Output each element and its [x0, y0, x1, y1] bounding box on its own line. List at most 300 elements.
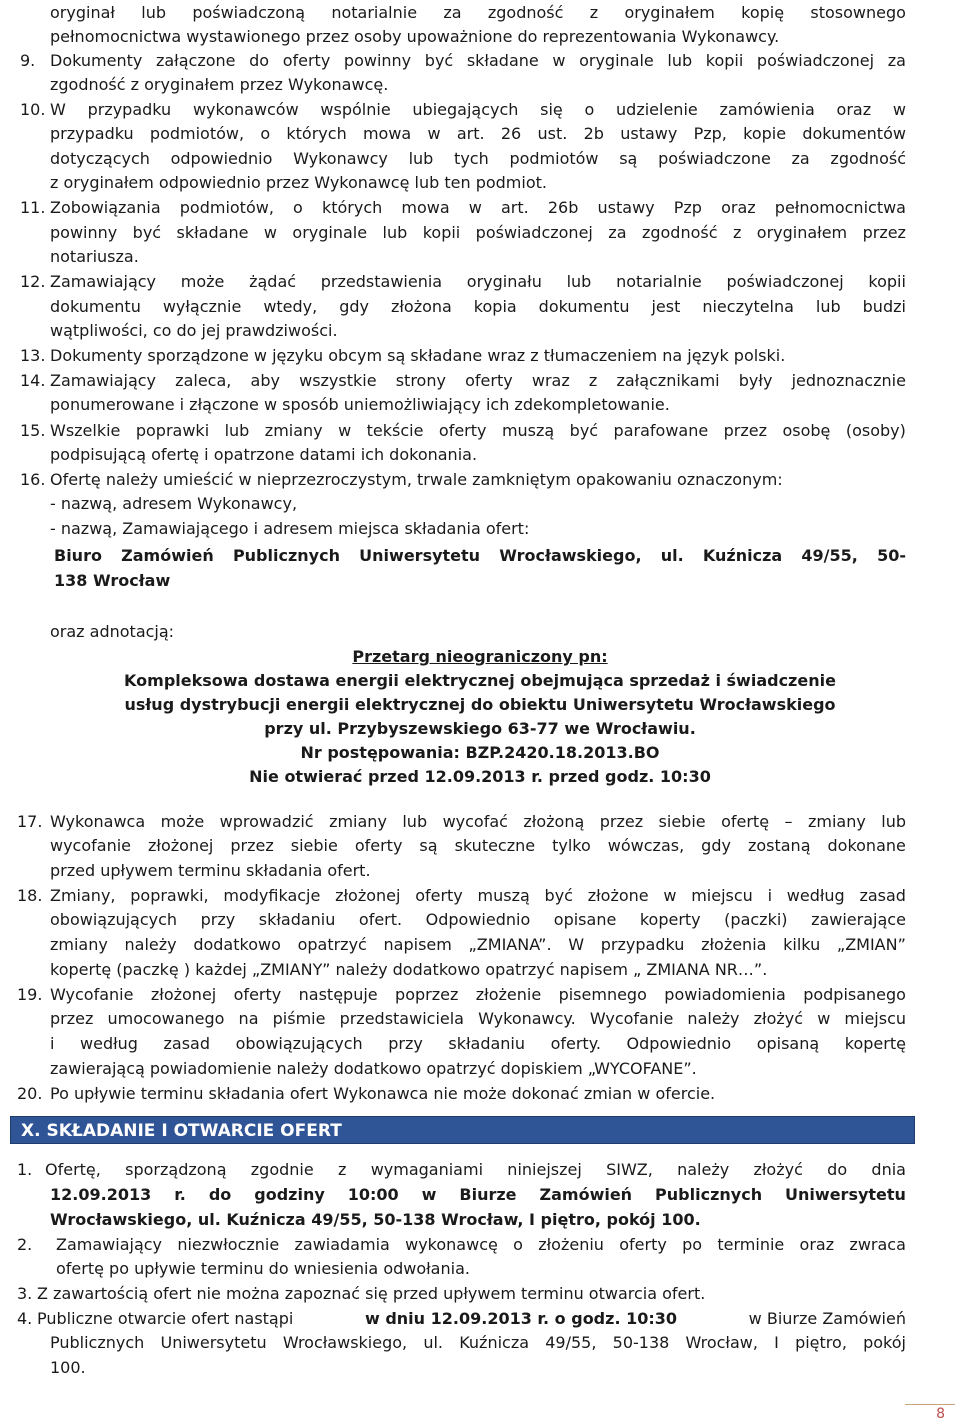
- word: kopia: [473, 297, 517, 316]
- word: opisane: [553, 910, 617, 929]
- word: załączone: [155, 51, 236, 70]
- text-line: [50, 270, 906, 294]
- word: zgodność: [641, 223, 718, 242]
- text-line: [50, 1032, 906, 1056]
- word: ubiegających: [412, 100, 519, 119]
- word: oraz: [836, 100, 872, 119]
- word: Wykonawcy.: [478, 1009, 576, 1028]
- word: należy: [687, 1009, 740, 1028]
- word: kopię: [741, 3, 785, 22]
- word: ul.: [660, 546, 684, 565]
- word: ustawy: [620, 124, 678, 143]
- word: przypadku: [50, 124, 134, 143]
- word: Kuźnicza: [702, 546, 783, 565]
- word: zmiany: [264, 421, 323, 440]
- word: poświadczonej: [475, 223, 593, 242]
- word: oryginałem: [756, 223, 848, 242]
- word: Zamówień: [121, 546, 214, 565]
- word: 49/55,: [801, 546, 858, 565]
- word: kilku: [783, 935, 821, 954]
- word: podmiotów,: [149, 124, 245, 143]
- word: oraz: [721, 198, 756, 217]
- text-line: [50, 810, 906, 834]
- text-line: Po upływie terminu składania ofert Wykonawca nie może dokonać zmian w ofercie.: [50, 1084, 716, 1103]
- text-line: z oryginałem odpowiednio przez Wykonawcę lub ten podmiot.: [50, 173, 547, 192]
- word: SIWZ,: [606, 1160, 653, 1179]
- word: w: [421, 1185, 437, 1204]
- word: do: [208, 1185, 232, 1204]
- word: zaleca,: [175, 371, 232, 390]
- word: (paczki): [724, 910, 788, 929]
- word: przez: [723, 421, 768, 440]
- text-line: pełnomocnictwa wystawionego przez osoby upoważnione do reprezentowania Wykonawcy.: [50, 27, 780, 46]
- word: Pzp: [673, 198, 702, 217]
- list-number: 18.: [17, 886, 43, 905]
- word: wraz: [531, 371, 570, 390]
- word: w: [338, 421, 352, 440]
- text-line: notariusza.: [50, 247, 139, 266]
- word: zawierające: [811, 910, 906, 929]
- word: Ofertę,: [45, 1160, 101, 1179]
- footer-rule: [905, 1404, 955, 1405]
- word: art.: [456, 124, 485, 143]
- text-line: Dokumenty sporządzone w języku obcym są składane wraz z tłumaczeniem na język polski.: [50, 346, 786, 365]
- word: być: [132, 223, 162, 242]
- word: W: [50, 100, 66, 119]
- word: wymaganiami: [370, 1160, 484, 1179]
- word: być: [424, 51, 454, 70]
- word: parafowane: [613, 421, 709, 440]
- word: według: [786, 886, 845, 905]
- text-line: [50, 933, 906, 957]
- word: art.: [501, 198, 529, 217]
- word: poprzez: [395, 985, 459, 1004]
- word: za: [887, 51, 906, 70]
- word: przedstawiciela: [339, 1009, 464, 1028]
- word: oferty: [619, 1235, 667, 1254]
- word: poświadczoną: [192, 3, 306, 22]
- word: o: [260, 124, 271, 143]
- word: obowiązujących: [50, 910, 178, 929]
- word: modyfikacje: [223, 886, 321, 905]
- word: pokój: [863, 1333, 906, 1352]
- word: składaniu: [448, 1034, 526, 1053]
- text-line: [37, 1307, 906, 1331]
- word: strony: [395, 371, 446, 390]
- list-number: 19.: [17, 985, 43, 1004]
- word: piętro,: [795, 1333, 847, 1352]
- word: ust.: [537, 124, 568, 143]
- word: Dokumenty: [50, 51, 143, 70]
- word: osobę: [782, 421, 831, 440]
- word: ul.: [423, 1333, 443, 1352]
- word: notarialnie: [331, 3, 418, 22]
- word: lub: [224, 421, 250, 440]
- word: 12.09.2013: [50, 1185, 152, 1204]
- word: 50-138: [612, 1333, 670, 1352]
- word: oferty.: [550, 1034, 601, 1053]
- word: może: [180, 272, 225, 291]
- word: tych: [454, 149, 489, 168]
- word: z: [588, 371, 598, 390]
- word: 26b: [547, 198, 579, 217]
- word: złożonej: [335, 886, 401, 905]
- text-line: [50, 1007, 906, 1031]
- word: Wycofanie: [50, 985, 134, 1004]
- word: nieczytelna: [702, 297, 794, 316]
- word: przez: [862, 223, 906, 242]
- word: napisem: [383, 935, 452, 954]
- word: koperty: [639, 910, 701, 929]
- word: zgodność: [830, 149, 906, 168]
- word: przez: [50, 1009, 94, 1028]
- word: załącznikami: [616, 371, 720, 390]
- text-line: [50, 49, 906, 73]
- word: Wykonawca: [50, 812, 146, 831]
- word: zostaną: [747, 836, 811, 855]
- text-line: [50, 419, 906, 443]
- word: w: [468, 198, 482, 217]
- word: muszą: [501, 421, 555, 440]
- word: złożonej: [150, 985, 217, 1004]
- word: przez: [230, 836, 274, 855]
- word: gdy: [339, 297, 369, 316]
- text-line: - nazwą, Zamawiającego i adresem miejsca składania ofert:: [50, 519, 530, 538]
- word: Zamawiający: [50, 272, 157, 291]
- word: w: [427, 124, 441, 143]
- word: w: [663, 886, 677, 905]
- word: powinny: [343, 51, 412, 70]
- word: oryginale: [579, 51, 654, 70]
- text-line: [50, 1, 906, 25]
- list-number: 1.: [17, 1160, 33, 1179]
- word: Zamówień: [539, 1185, 633, 1204]
- text-line: przed upływem terminu składania ofert.: [50, 861, 371, 880]
- word: o: [584, 100, 595, 119]
- text-line: wątpliwości, co do jej prawdziwości.: [50, 321, 338, 340]
- word: umocowanego: [107, 1009, 225, 1028]
- word: poświadczonej: [756, 51, 875, 70]
- word: dokonane: [827, 836, 906, 855]
- word: może: [160, 812, 205, 831]
- word: których: [286, 124, 347, 143]
- word: przy: [388, 1034, 423, 1053]
- word: podmiotów,: [179, 198, 274, 217]
- word: Wrocławskiego,: [282, 1333, 408, 1352]
- word: złożone: [587, 886, 649, 905]
- word: mowa: [401, 198, 450, 217]
- word: wykonawców: [192, 100, 299, 119]
- text-line: - nazwą, adresem Wykonawcy,: [50, 494, 298, 513]
- word: Pzp,: [693, 124, 727, 143]
- text-line: [50, 196, 906, 220]
- word: z: [732, 223, 742, 242]
- word: lub: [141, 3, 166, 22]
- word: należy: [677, 1160, 730, 1179]
- word: jest: [651, 297, 681, 316]
- text-line: [50, 122, 906, 146]
- word: poprawki: [135, 421, 210, 440]
- list-number: 20.: [17, 1084, 43, 1103]
- word: r.: [174, 1185, 186, 1204]
- word: miejscu: [691, 886, 753, 905]
- word: Wrocław,: [685, 1333, 758, 1352]
- word: skuteczne: [454, 836, 536, 855]
- word: lub: [408, 149, 434, 168]
- word: są: [619, 149, 638, 168]
- word: Odpowiednio: [425, 910, 531, 929]
- list-number: 15.: [20, 421, 46, 440]
- word: 10:00: [347, 1185, 399, 1204]
- list-number: 2.: [17, 1235, 33, 1254]
- word: oferty: [438, 421, 487, 440]
- word: Zamawiający: [56, 1235, 163, 1254]
- word: za: [791, 149, 810, 168]
- word: zasad: [163, 1034, 211, 1053]
- label-line: usług dystrybucji energii elektrycznej do obiektu Uniwersytetu Wrocławskiego: [124, 695, 836, 714]
- word: oraz: [799, 1235, 835, 1254]
- word: zamówienia: [719, 100, 815, 119]
- word: przez: [599, 812, 644, 831]
- address-line: 138 Wrocław: [54, 571, 171, 590]
- list-number: 10.: [20, 100, 46, 119]
- word: wprowadzić: [219, 812, 314, 831]
- word: „ZMIAN”: [836, 935, 906, 954]
- text-line: [50, 834, 906, 858]
- word: oferty: [465, 371, 513, 390]
- word: dokumentu: [538, 297, 630, 316]
- word: tylko: [552, 836, 591, 855]
- list-number: 13.: [20, 346, 46, 365]
- word: o: [513, 1235, 523, 1254]
- word: udzielenie: [616, 100, 698, 119]
- word: wyłącznie: [162, 297, 242, 316]
- word: Wszelkie: [50, 421, 121, 440]
- word: złożyć: [753, 1009, 804, 1028]
- word: z: [589, 3, 599, 22]
- word: złożyć: [753, 1160, 803, 1179]
- word: na: [238, 1009, 259, 1028]
- word: składaniu: [258, 910, 336, 929]
- word: zawiadamia: [294, 1235, 390, 1254]
- word: były: [738, 371, 773, 390]
- word: zmiany: [807, 812, 866, 831]
- word: opisaną: [756, 1034, 820, 1053]
- word: złożona: [390, 297, 452, 316]
- word: zgodnie: [250, 1160, 314, 1179]
- word: stosownego: [810, 3, 906, 22]
- word: przedstawienia: [320, 272, 443, 291]
- word: tekście: [366, 421, 424, 440]
- word: –: [784, 812, 793, 831]
- word: budzi: [862, 297, 906, 316]
- word: opatrzyć: [297, 935, 367, 954]
- word: godziny: [254, 1185, 325, 1204]
- word: się: [540, 100, 563, 119]
- word: oryginale: [292, 223, 368, 242]
- word: Wrocławskiego,: [499, 546, 642, 565]
- text-fragment: w Biurze Zamówień: [743, 1309, 906, 1328]
- word: w: [552, 51, 566, 70]
- word: należy: [124, 935, 177, 954]
- word: gdy: [701, 836, 731, 855]
- word: oferty: [233, 985, 282, 1004]
- label-line: Nie otwierać przed 12.09.2013 r. przed godz. 10:30: [249, 767, 711, 786]
- word: zmiany: [50, 935, 108, 954]
- text-line: [50, 1331, 906, 1355]
- word: mowa: [362, 124, 412, 143]
- word: Publicznych: [50, 1333, 145, 1352]
- word: Uniwersytetu: [785, 1185, 906, 1204]
- word: są: [419, 836, 438, 855]
- word: 2b: [583, 124, 604, 143]
- word: lub: [815, 297, 841, 316]
- word: obowiązujących: [235, 1034, 363, 1053]
- text-fragment-bold: w dniu 12.09.2013 r. o godz. 10:30: [364, 1309, 678, 1328]
- word: niezwłocznie: [177, 1235, 280, 1254]
- word: piśmie: [272, 1009, 326, 1028]
- text-fragment: Publiczne otwarcie ofert nastąpi: [37, 1309, 299, 1328]
- word: za: [608, 223, 627, 242]
- word: poświadczone: [658, 149, 771, 168]
- word: pełnomocnictwa: [774, 198, 906, 217]
- word: przypadku: [87, 100, 172, 119]
- word: Publicznych: [232, 546, 340, 565]
- label-line: Nr postępowania: BZP.2420.18.2013.BO: [300, 743, 660, 762]
- word: Biuro: [54, 546, 102, 565]
- word: zasad: [859, 886, 906, 905]
- word: według: [80, 1034, 138, 1053]
- word: podpisanego: [803, 985, 906, 1004]
- word: wycofanie: [50, 836, 132, 855]
- word: W: [568, 935, 585, 954]
- word: podmiotów: [509, 149, 599, 168]
- text-line: [50, 884, 906, 908]
- word: w: [817, 1009, 831, 1028]
- text-line: Wrocławskiego, ul. Kuźnicza 49/55, 50-138 Wrocław, I piętro, pokój 100.: [50, 1210, 701, 1229]
- word: Uniwersytetu: [359, 546, 481, 565]
- word: dokumentów: [802, 124, 906, 143]
- word: kopii: [422, 223, 461, 242]
- word: lub: [566, 272, 592, 291]
- word: kopie: [743, 124, 787, 143]
- list-number: 9.: [20, 51, 36, 70]
- word: oferty: [354, 836, 403, 855]
- word: do: [827, 1160, 848, 1179]
- word: przy: [200, 910, 236, 929]
- word: dodatkowo: [193, 935, 281, 954]
- word: wykonawcę: [405, 1235, 498, 1254]
- word: dokumentu: [50, 297, 141, 316]
- word: pisemnego: [558, 985, 647, 1004]
- word: być: [544, 886, 573, 905]
- word: i: [767, 886, 773, 905]
- word: wszystkie: [299, 371, 377, 390]
- word: „ZMIANA”.: [468, 935, 552, 954]
- word: złożenie: [475, 985, 542, 1004]
- text-line: ponumerowane i złączone w sposób uniemożliwiający ich zdekompletowanie.: [50, 395, 670, 414]
- word: przypadku: [600, 935, 685, 954]
- text-line: [56, 1233, 906, 1257]
- word: być: [569, 421, 599, 440]
- word: wspólnie: [320, 100, 391, 119]
- label-line: Kompleksowa dostawa energii elektrycznej obejmująca sprzedaż i świadczenie: [124, 671, 836, 690]
- word: niniejszej: [507, 1160, 582, 1179]
- word: Zamawiający: [50, 371, 157, 390]
- word: ofert.: [358, 910, 403, 929]
- word: po: [682, 1235, 703, 1254]
- word: kopii: [868, 272, 906, 291]
- word: zgodność: [487, 3, 564, 22]
- word: lub: [667, 51, 693, 70]
- word: ustawy: [597, 198, 655, 217]
- word: jednoznacznie: [791, 371, 906, 390]
- word: oryginału: [466, 272, 542, 291]
- text-line: kopertę (paczkę ) każdej „ZMIANY” należy dodatkowo opatrzyć napisem „ ZMIANA NR…”.: [50, 960, 768, 979]
- word: z: [338, 1160, 347, 1179]
- text-line: [45, 1158, 906, 1182]
- word: lub: [402, 812, 428, 831]
- text-line: [50, 369, 906, 393]
- text-line: [50, 295, 906, 319]
- word: zwraca: [849, 1235, 906, 1254]
- word: dnia: [871, 1160, 906, 1179]
- word: Wykonawcy: [293, 149, 388, 168]
- word: Uniwersytetu: [160, 1333, 267, 1352]
- word: złożenia: [701, 935, 767, 954]
- word: w: [892, 100, 906, 119]
- word: poświadczonej: [726, 272, 844, 291]
- word: I: [774, 1333, 779, 1352]
- list-number: 16.: [20, 470, 46, 489]
- word: Biurze: [459, 1185, 517, 1204]
- word: Wycofanie: [589, 1009, 674, 1028]
- word: żądać: [249, 272, 297, 291]
- text-line: Z zawartością ofert nie można zapoznać się przed upływem terminu otwarcia ofert.: [37, 1284, 706, 1303]
- word: oryginałem: [624, 3, 715, 22]
- word: oferty: [282, 51, 331, 70]
- word: oferty: [415, 886, 463, 905]
- word: do: [249, 51, 270, 70]
- word: Publicznych: [655, 1185, 763, 1204]
- word: odpowiednio: [170, 149, 273, 168]
- text-line: [50, 983, 906, 1007]
- word: wówczas,: [607, 836, 685, 855]
- word: muszą: [477, 886, 530, 905]
- word: dotyczących: [50, 149, 150, 168]
- word: ofertę: [721, 812, 770, 831]
- word: siebie: [290, 836, 338, 855]
- word: składane: [466, 51, 539, 70]
- section-header: X. SKŁADANIE I OTWARCIE OFERT: [10, 1116, 915, 1144]
- list-number: 17.: [17, 812, 43, 831]
- word: i: [50, 1034, 55, 1053]
- word: oryginał: [50, 3, 115, 22]
- word: o: [293, 198, 303, 217]
- word: notarialnie: [616, 272, 702, 291]
- word: za: [443, 3, 462, 22]
- address-line: [54, 544, 906, 568]
- word: sporządzoną: [125, 1160, 227, 1179]
- word: w: [263, 223, 277, 242]
- label-line: przy ul. Przybyszewskiego 63-77 we Wrocławiu.: [264, 719, 696, 738]
- word: miejscu: [844, 1009, 906, 1028]
- word: terminie: [717, 1235, 785, 1254]
- list-number: 11.: [20, 198, 46, 217]
- list-number: 4.: [17, 1309, 33, 1328]
- word: następuje: [298, 985, 378, 1004]
- word: złożeniu: [538, 1235, 604, 1254]
